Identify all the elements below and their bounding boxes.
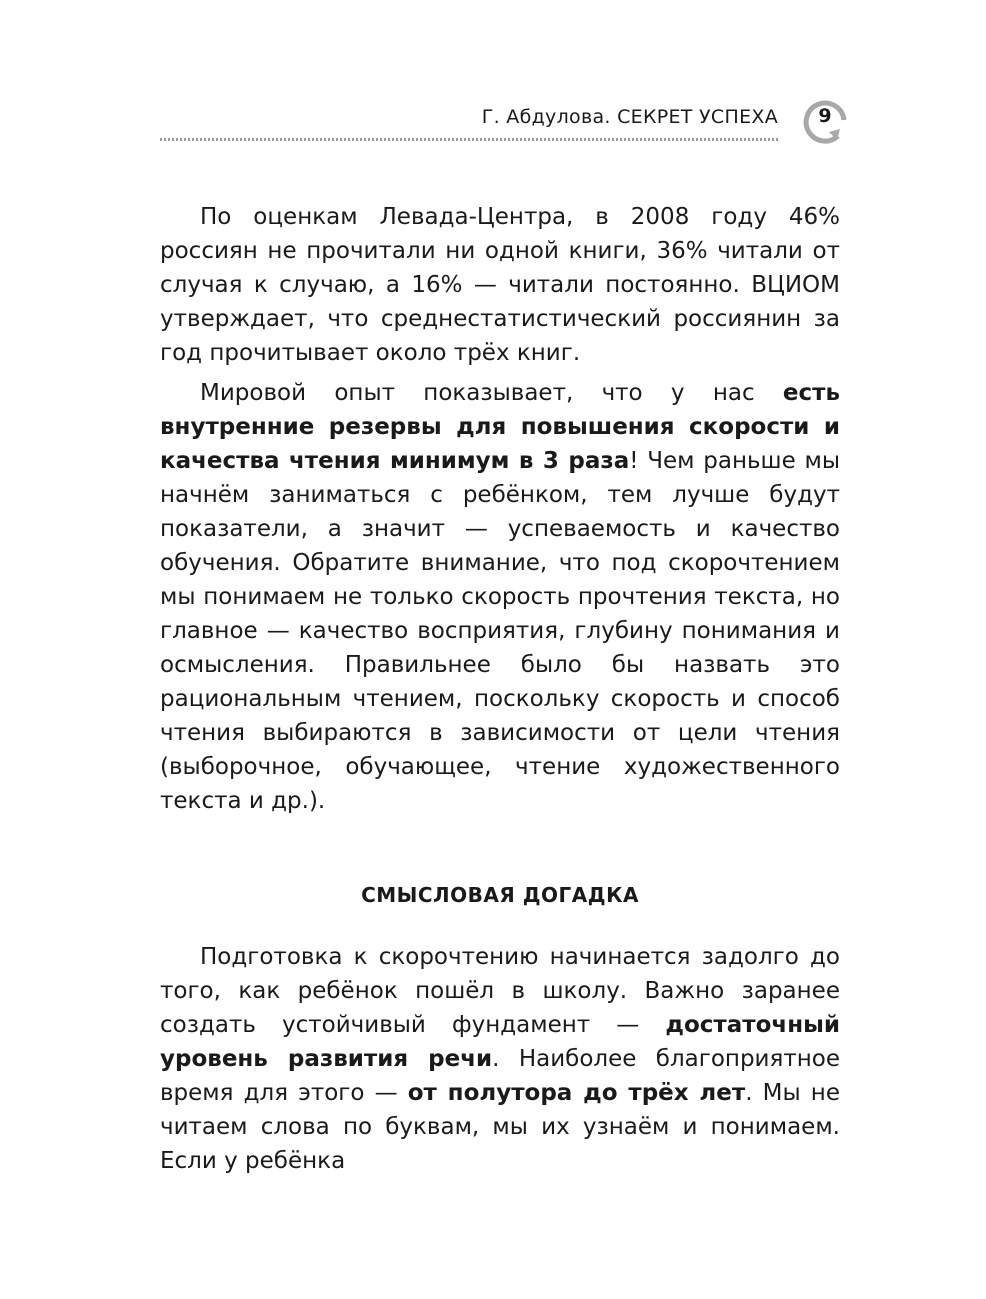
paragraph-2 xyxy=(160,376,840,818)
paragraph-3-text-c: . Мы не читаем слова по буквам, мы их узнаём и понимаем. Если у ребёнка xyxy=(160,1080,840,1174)
page-header xyxy=(160,96,850,156)
section-heading: СМЫСЛОВАЯ ДОГАДКА xyxy=(361,883,639,907)
paragraph-3 xyxy=(160,940,840,1178)
paragraph-3-emphasis-2: от полутора до трёх лет xyxy=(407,1080,746,1106)
paragraph-3-emphasis-1: достаточный уровень развития речи xyxy=(160,1012,840,1072)
paragraph-3-text-b: . Наиболее благоприятное время для этого — xyxy=(160,1046,840,1106)
paragraph-2-text-b: ! Чем раньше мы начнём заниматься с ребёнком, тем лучше будут показатели, а значит — успеваемость и качество обучения. Обратите внимание, что под скорочтением мы понимаем не только скорость прочтения текста, но главное — качество восприятия, глубину понимания и осмысления. Правильнее было бы назвать это рациональным чтением, поскольку скорость и способ чтения выбираются в зависимости от цели чтения (выборочное, обучающее, чтение художественного текста и др.). xyxy=(160,448,840,814)
page-number-badge xyxy=(802,96,850,144)
paragraph-1: По оценкам Левада-Центра, в 2008 году 46% россиян не прочитали ни одной книги, 36% читали от случая к случаю, а 16% — читали постоянно. ВЦИОМ утверждает, что среднестатистический россиянин за год прочитывает около трёх книг. xyxy=(160,204,840,366)
paragraph-3-text-a: Подготовка к скорочтению начинается задолго до того, как ребёнок пошёл в школу. Важно заранее создать устойчивый фундамент — xyxy=(160,944,840,1038)
page-number: 9 xyxy=(818,105,832,127)
header-dotted-rule xyxy=(160,138,780,141)
paragraph-2-emphasis: есть внутренние резервы для повышения скорости и качества чтения минимум в 3 раза xyxy=(160,380,840,474)
page-body xyxy=(160,200,840,1178)
running-title: Г. Абдулова. СЕКРЕТ УСПЕХА xyxy=(481,106,778,128)
paragraph-2-text-a: Мировой опыт показывает, что у нас xyxy=(200,380,783,406)
